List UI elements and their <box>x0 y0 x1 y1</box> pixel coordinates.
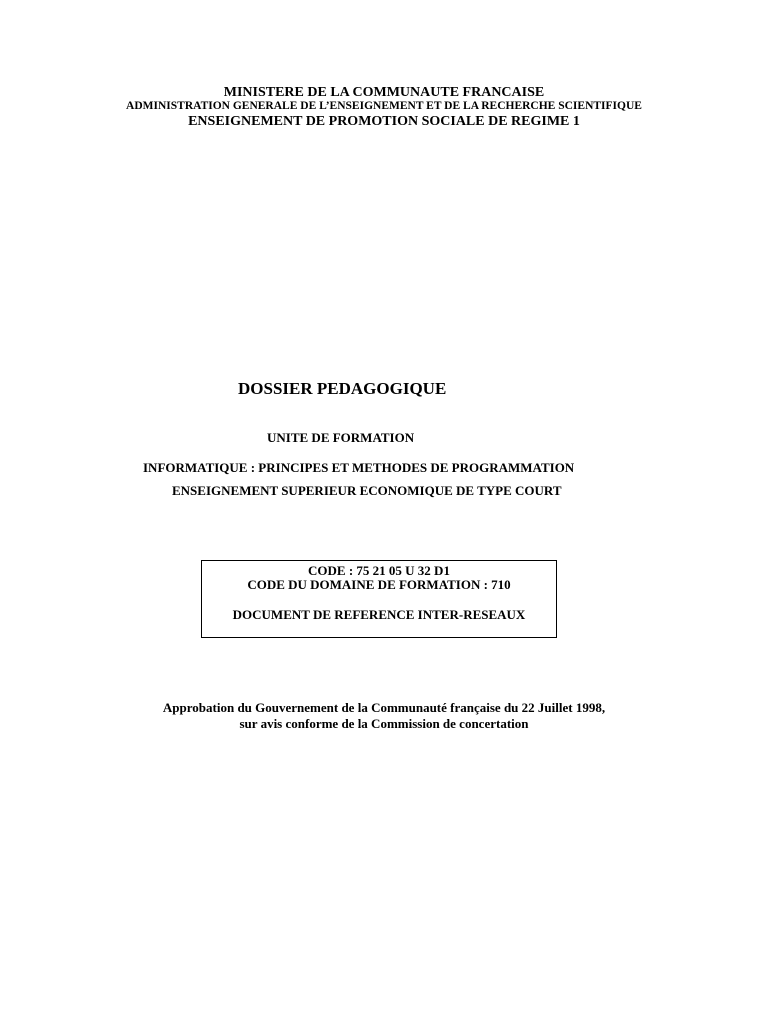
regime-heading: ENSEIGNEMENT DE PROMOTION SOCIALE DE REGIME 1 <box>188 114 580 129</box>
unit-label: UNITE DE FORMATION <box>267 430 415 445</box>
reference-document: DOCUMENT DE REFERENCE INTER-RESEAUX <box>232 607 526 622</box>
unit-name: INFORMATIQUE : PRINCIPES ET METHODES DE PROGRAMMATION <box>143 460 575 475</box>
code-box <box>201 560 557 638</box>
approval-line-1: Approbation du Gouvernement de la Communauté française du 22 Juillet 1998, <box>162 700 606 715</box>
ministry-heading: MINISTERE DE LA COMMUNAUTE FRANCAISE <box>223 85 545 100</box>
unit-code: CODE : 75 21 05 U 32 D1 <box>308 563 450 578</box>
education-level: ENSEIGNEMENT SUPERIEUR ECONOMIQUE DE TYPE COURT <box>172 483 562 498</box>
domain-code: CODE DU DOMAINE DE FORMATION : 710 <box>247 577 511 592</box>
administration-heading: ADMINISTRATION GENERALE DE L’ENSEIGNEMENT ET DE LA RECHERCHE SCIENTIFIQUE <box>126 100 642 112</box>
document-title: DOSSIER PEDAGOGIQUE <box>238 379 447 398</box>
approval-line-2: sur avis conforme de la Commission de concertation <box>239 716 529 731</box>
